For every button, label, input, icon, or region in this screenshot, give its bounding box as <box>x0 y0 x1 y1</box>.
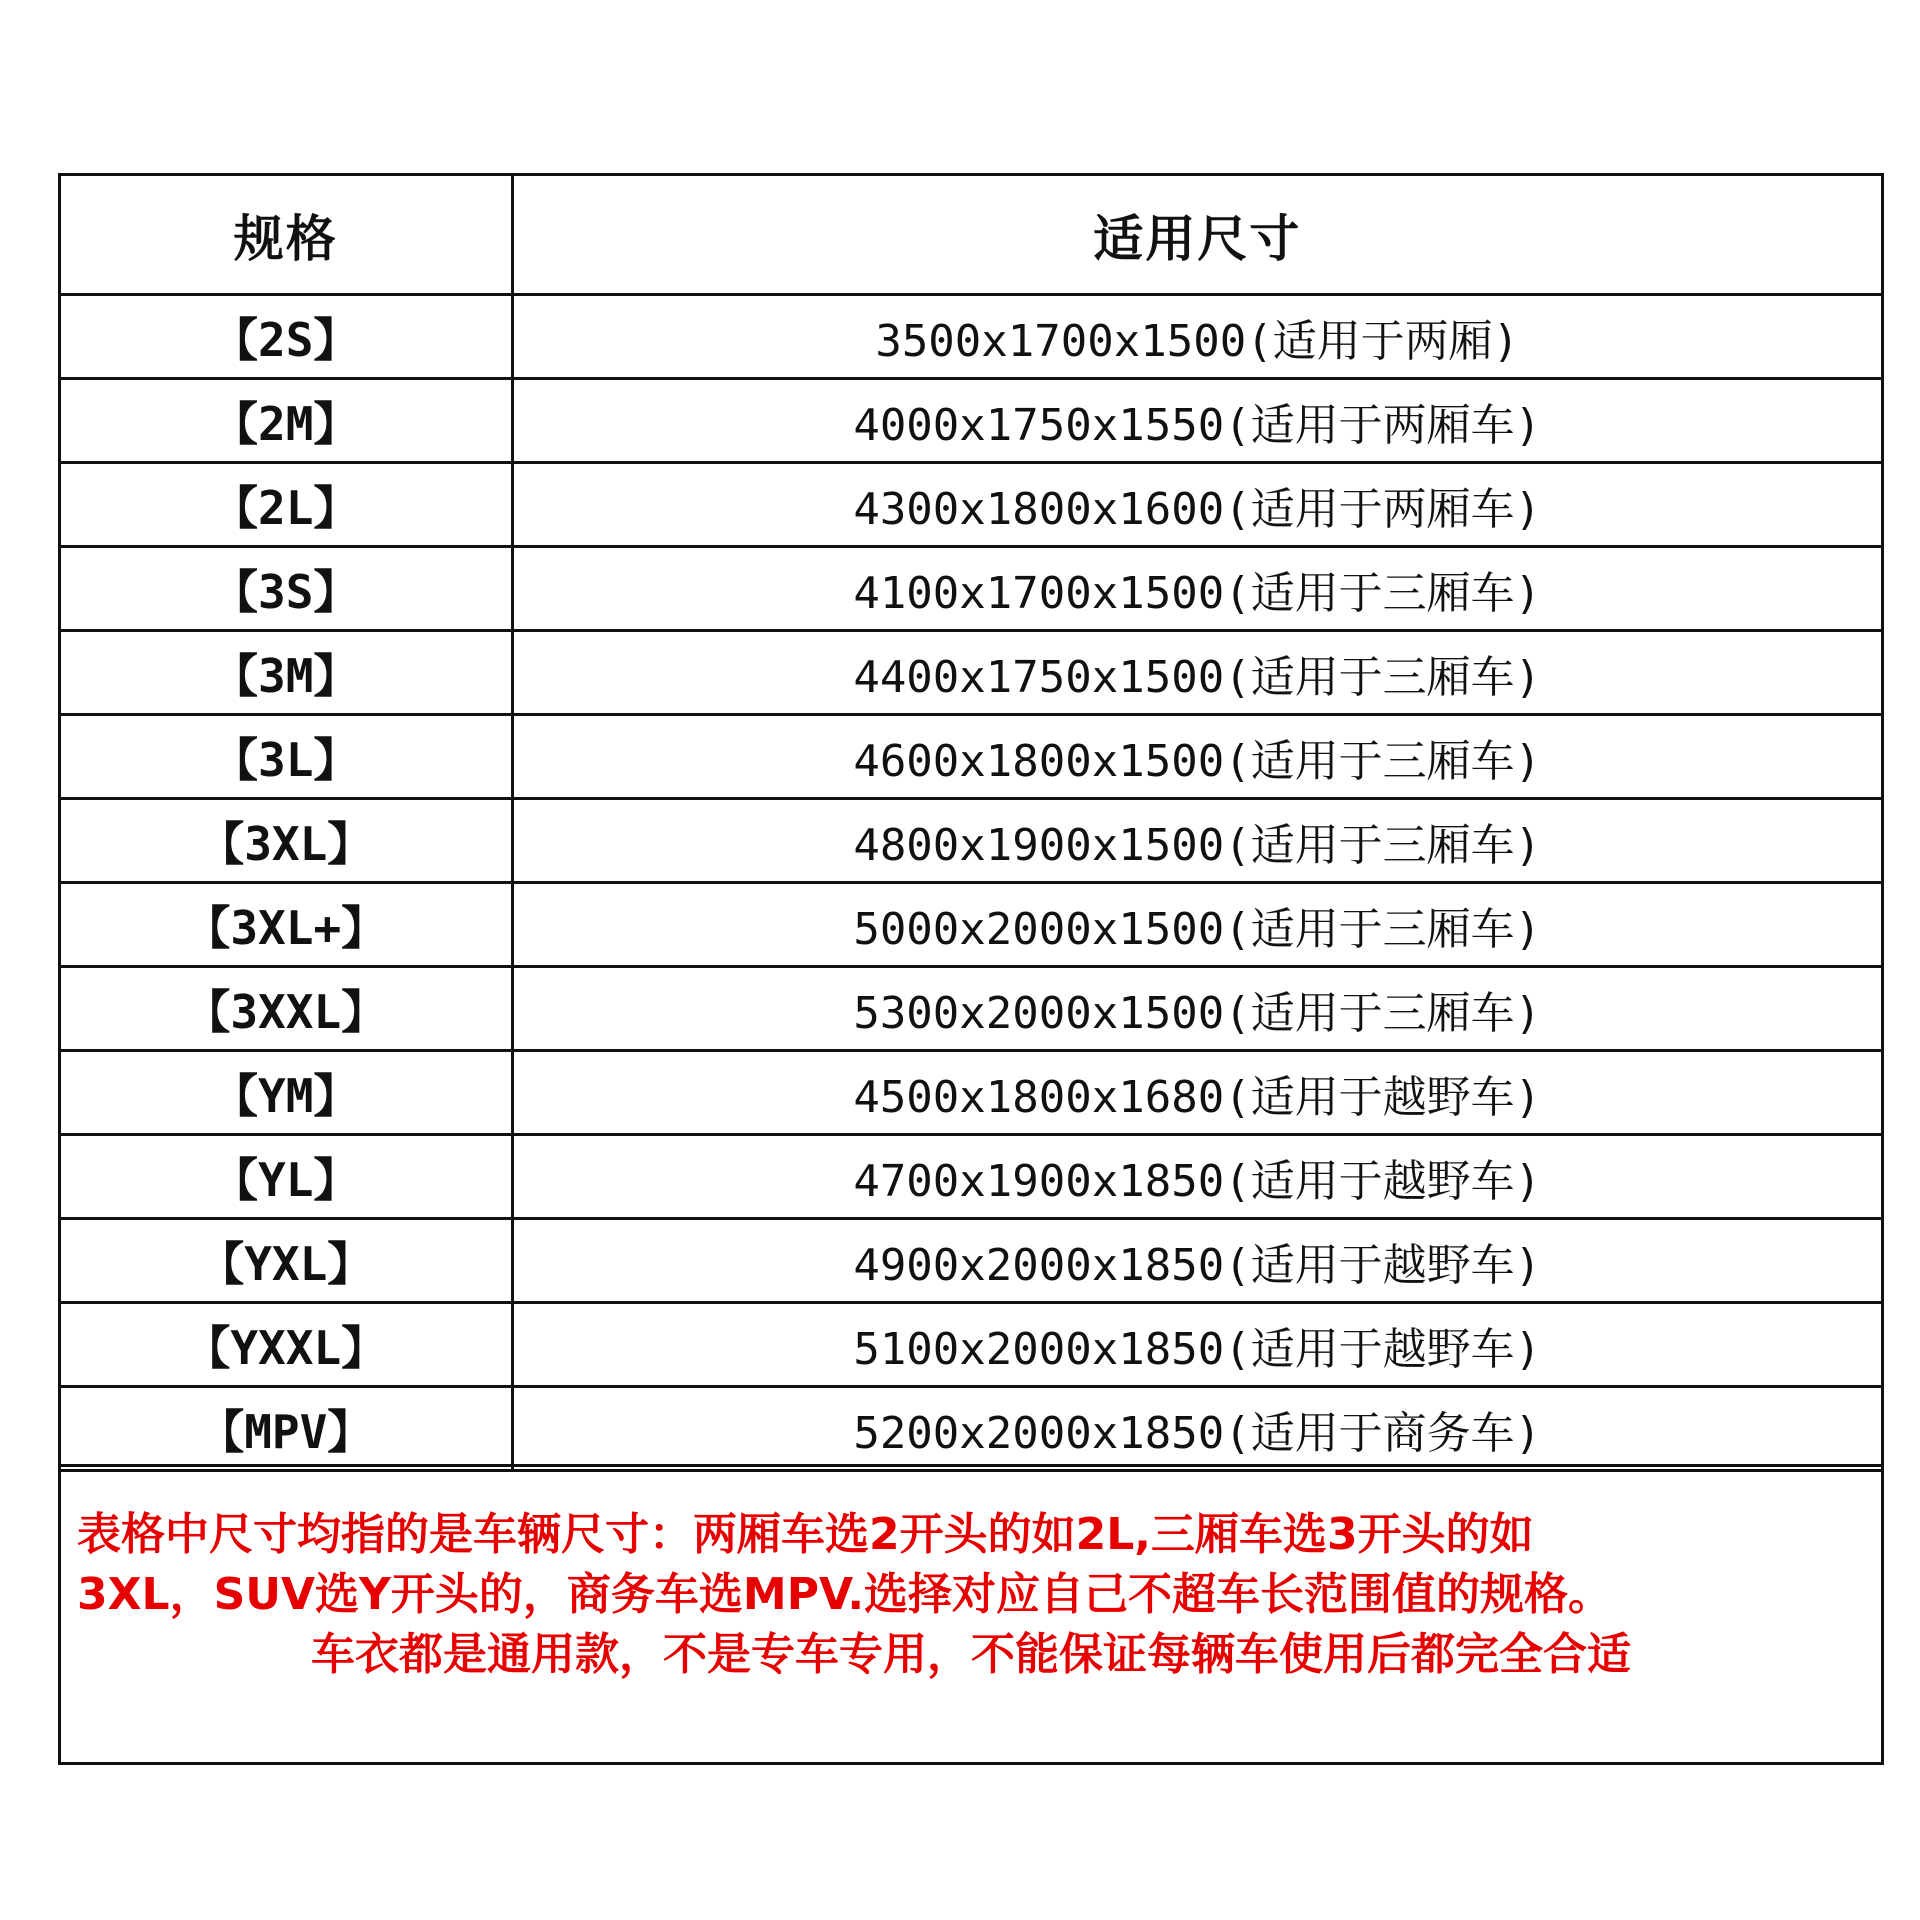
size-cell: 5300x2000x1500(适用于三厢车) <box>512 967 1881 1051</box>
table-row <box>61 715 1881 799</box>
spec-cell: 【YL】 <box>61 1135 512 1219</box>
spec-cell: 【3M】 <box>61 631 512 715</box>
note-line: 车衣都是通用款，不是专车专用，不能保证每辆车使用后都完全合适 <box>311 1629 1631 1680</box>
size-cell: 3500x1700x1500(适用于两厢) <box>512 295 1881 379</box>
spec-cell: 【2M】 <box>61 379 512 463</box>
table-row <box>61 799 1881 883</box>
table-row <box>61 1135 1881 1219</box>
size-cell: 4900x2000x1850(适用于越野车) <box>512 1219 1881 1303</box>
size-cell: 4600x1800x1500(适用于三厢车) <box>512 715 1881 799</box>
table-row <box>61 1051 1881 1135</box>
size-cell: 5100x2000x1850(适用于越野车) <box>512 1303 1881 1387</box>
note-line: 3XL，SUV选Y开头的，商务车选MPV.选择对应自己不超车长范围值的规格。 <box>77 1569 1613 1620</box>
table-body <box>61 295 1881 1471</box>
table-row <box>61 1303 1881 1387</box>
size-cell: 4300x1800x1600(适用于两厢车) <box>512 463 1881 547</box>
table-row <box>61 1219 1881 1303</box>
table-row <box>61 631 1881 715</box>
spec-cell: 【2L】 <box>61 463 512 547</box>
note-box <box>61 1464 1881 1762</box>
table-row <box>61 463 1881 547</box>
header-size: 适用尺寸 <box>512 176 1881 295</box>
spec-cell: 【3L】 <box>61 715 512 799</box>
size-cell: 4100x1700x1500(适用于三厢车) <box>512 547 1881 631</box>
size-cell: 4000x1750x1550(适用于两厢车) <box>512 379 1881 463</box>
size-cell: 5000x2000x1500(适用于三厢车) <box>512 883 1881 967</box>
table-row <box>61 379 1881 463</box>
spec-cell: 【YM】 <box>61 1051 512 1135</box>
table-row <box>61 547 1881 631</box>
size-chart <box>58 173 1884 1765</box>
size-cell: 4500x1800x1680(适用于越野车) <box>512 1051 1881 1135</box>
header-row <box>61 176 1881 295</box>
spec-cell: 【3S】 <box>61 547 512 631</box>
size-table <box>61 176 1881 1472</box>
size-cell: 4700x1900x1850(适用于越野车) <box>512 1135 1881 1219</box>
spec-cell: 【2S】 <box>61 295 512 379</box>
size-cell: 5200x2000x1850(适用于商务车) <box>512 1387 1881 1471</box>
table-row <box>61 1387 1881 1471</box>
spec-cell: 【3XL+】 <box>61 883 512 967</box>
size-cell: 4800x1900x1500(适用于三厢车) <box>512 799 1881 883</box>
spec-cell: 【YXL】 <box>61 1219 512 1303</box>
size-cell: 4400x1750x1500(适用于三厢车) <box>512 631 1881 715</box>
spec-cell: 【3XXL】 <box>61 967 512 1051</box>
spec-cell: 【3XL】 <box>61 799 512 883</box>
note-line: 表格中尺寸均指的是车辆尺寸：两厢车选2开头的如2L,三厢车选3开头的如 <box>77 1509 1534 1560</box>
spec-cell: 【YXXL】 <box>61 1303 512 1387</box>
table-row <box>61 883 1881 967</box>
header-spec: 规格 <box>61 176 512 295</box>
table-header <box>61 176 1881 295</box>
spec-cell: 【MPV】 <box>61 1387 512 1471</box>
table-row <box>61 967 1881 1051</box>
table-row <box>61 295 1881 379</box>
